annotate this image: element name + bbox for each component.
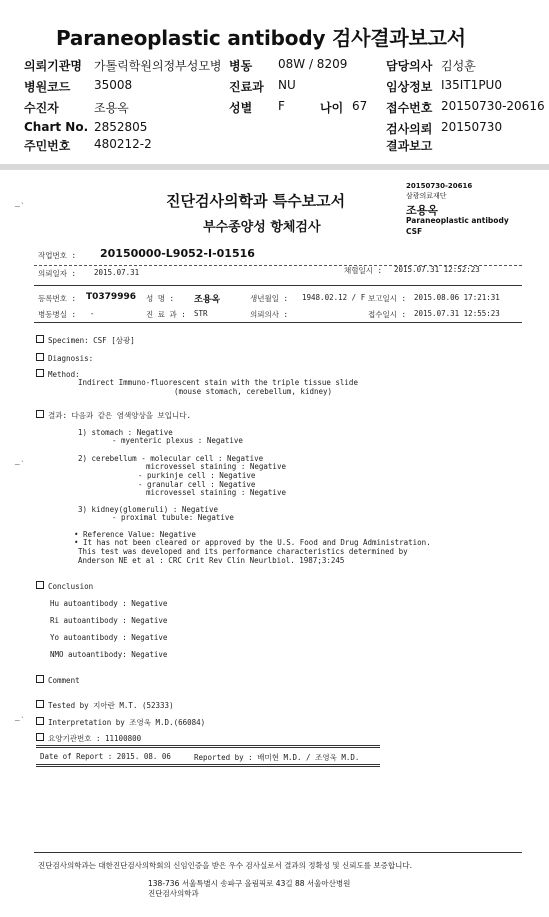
doctor-label: 의뢰의사 : <box>250 310 289 319</box>
result-microvessel-1: microvessel staining : Negative <box>146 462 286 471</box>
label-patient: 수진자 <box>24 101 59 115</box>
stamp-name: 조용옥 <box>406 204 438 217</box>
scan-mark: ~` <box>14 716 25 725</box>
work-no-label: 작업번호 : <box>38 251 77 260</box>
footer-address: 138-736 서울특별시 송파구 올림픽로 43길 88 서울아산병원 <box>148 879 351 888</box>
collect-label: 채혈일시 : <box>344 266 383 275</box>
interpretation-by: Interpretation by 조영욱 M.D.(66084) <box>36 717 205 728</box>
report-subtitle: 부수종양성 항체검사 <box>203 220 321 235</box>
conclusion-nmo: NMO autoantibody: Negative <box>50 650 168 659</box>
report-time: 2015.08.06 17:21:31 <box>414 293 500 302</box>
method-line2: (mouse stomach, cerebellum, kidney) <box>174 387 333 396</box>
diagnosis: Diagnosis: <box>36 353 93 363</box>
patient-name: 조용옥 <box>194 295 221 305</box>
reg-label: 등록번호 : <box>38 294 77 303</box>
result-heading: 결과: 다음과 같은 염색양상을 보입니다. <box>36 410 191 421</box>
work-no: 20150000-L9052-I-01516 <box>100 247 255 260</box>
value-hospital-code: 35008 <box>94 78 133 92</box>
divider <box>36 747 380 748</box>
conclusion-ri: Ri autoantibody : Negative <box>50 616 168 625</box>
value-age: 67 <box>352 99 368 113</box>
value-chart-no: 2852805 <box>94 120 148 134</box>
label-attending: 담당의사 <box>386 59 433 73</box>
conclusion-heading: Conclusion <box>36 581 93 591</box>
ward: - <box>90 309 95 318</box>
divider <box>34 322 522 323</box>
page-title: Paraneoplastic antibody 검사결과보고서 <box>56 26 466 50</box>
value-resident-no: 480212-2 <box>94 137 152 151</box>
ward-label: 병동병실 : <box>38 310 77 319</box>
receipt-time: 2015.07.31 12:55:23 <box>414 309 500 318</box>
label-clinical-info: 임상정보 <box>386 80 433 94</box>
date-of-report: Date of Report : 2015. 08. 06 <box>40 752 171 761</box>
dept: STR <box>194 309 208 318</box>
value-attending: 김성훈 <box>441 59 476 73</box>
stamp-number: 20150730-20616 <box>406 182 473 190</box>
divider <box>34 852 522 853</box>
stamp-lab: 삼광의료재단 <box>406 192 447 200</box>
label-institution: 의뢰기관명 <box>24 59 82 73</box>
dept-label: 진 료 과 : <box>146 310 186 319</box>
label-chart-no: Chart No. <box>24 120 89 134</box>
value-ward: 08W / 8209 <box>278 57 348 71</box>
label-age: 나이 <box>320 101 344 115</box>
footer-certification: 진단검사의학과는 대한진단검사의학회의 신임인증을 받은 우수 검사실로서 결과의 정확성 및 신뢰도를 보증합니다. <box>38 861 412 870</box>
header-separator <box>0 164 549 170</box>
value-patient: 조용옥 <box>94 101 129 115</box>
stamp-specimen: CSF <box>406 227 423 236</box>
divider <box>36 745 380 746</box>
collect-time: 2015.07.31 12:52:23 <box>394 265 480 274</box>
name-label: 성 명 : <box>146 294 175 303</box>
method: Method: <box>36 369 80 379</box>
result-tubule: - proximal tubule: Negative <box>112 513 234 522</box>
footer-dept: 진단검사의학과 <box>148 889 199 898</box>
label-ward: 병동 <box>229 59 253 73</box>
result-cerebellum: 2) cerebellum - molecular cell : Negative <box>78 454 264 463</box>
specimen: Specimen: CSF [삼광] <box>36 335 135 346</box>
conclusion-hu: Hu autoantibody : Negative <box>50 599 168 608</box>
result-myenteric: - myenteric plexus : Negative <box>112 436 243 445</box>
report-title: 진단검사의학과 특수보고서 <box>166 192 346 210</box>
divider <box>34 285 522 286</box>
label-resident-no: 주민번호 <box>24 139 71 153</box>
conclusion-yo: Yo autoantibody : Negative <box>50 633 168 642</box>
citation: Anderson NE et al : CRC Crit Rev Clin Neurlbiol. 1987;3:245 <box>78 556 345 565</box>
dob: 1948.02.12 / F <box>302 293 366 302</box>
result-stomach: 1) stomach : Negative <box>78 428 173 437</box>
divider <box>36 766 380 767</box>
scan-mark: ~` <box>14 460 25 469</box>
req-date: 2015.07.31 <box>94 268 140 277</box>
dob-label: 생년월일 : <box>250 294 289 303</box>
result-granular: - granular cell : Negative <box>138 480 256 489</box>
scanned-report <box>8 172 540 912</box>
value-request: 20150730 <box>441 120 503 134</box>
label-request: 검사의뢰 <box>386 122 433 136</box>
scan-mark: ~` <box>14 202 25 211</box>
value-sex: F <box>278 99 285 113</box>
comment-heading: Comment <box>36 675 80 685</box>
result-microvessel-2: microvessel staining : Negative <box>146 488 286 497</box>
divider <box>36 764 380 765</box>
development-note: This test was developed and its performance characteristics determined by <box>78 547 408 556</box>
result-kidney: 3) kidney(glomeruli) : Negative <box>78 505 218 514</box>
reference-value: • Reference Value: Negative <box>74 530 196 539</box>
label-dept: 진료과 <box>229 80 264 94</box>
fda-note: • It has not been cleared or approved by the U.S. Food and Drug Administration. <box>74 538 431 547</box>
result-purkinje: - purkinje cell : Negative <box>138 471 256 480</box>
receipt-time-label: 접수일시 : <box>368 310 407 319</box>
req-date-label: 의뢰일자 : <box>38 269 77 278</box>
label-sex: 성별 <box>229 101 253 115</box>
stamp-test: Paraneoplastic antibody <box>406 216 509 225</box>
reg-no: T0379996 <box>86 292 136 302</box>
report-time-label: 보고일시 : <box>368 294 407 303</box>
label-hospital-code: 병원코드 <box>24 80 71 94</box>
label-receipt-no: 접수번호 <box>386 101 433 115</box>
reported-by: Reported by : 배미현 M.D. / 조영욱 M.D. <box>194 753 360 762</box>
value-institution: 가톨릭학원의정부성모병 <box>94 59 222 73</box>
method-line1: Indirect Immuno-fluorescent stain with the triple tissue slide <box>78 378 358 387</box>
value-receipt-no: 20150730-20616 <box>441 99 545 113</box>
value-dept: NU <box>278 78 296 92</box>
agency-no: 요양기관번호 : 11100800 <box>36 733 141 744</box>
label-result-report: 결과보고 <box>386 139 433 153</box>
value-clinical-info: I35IT1PU0 <box>441 78 502 92</box>
tested-by: Tested by 지아란 M.T. (52333) <box>36 700 174 711</box>
